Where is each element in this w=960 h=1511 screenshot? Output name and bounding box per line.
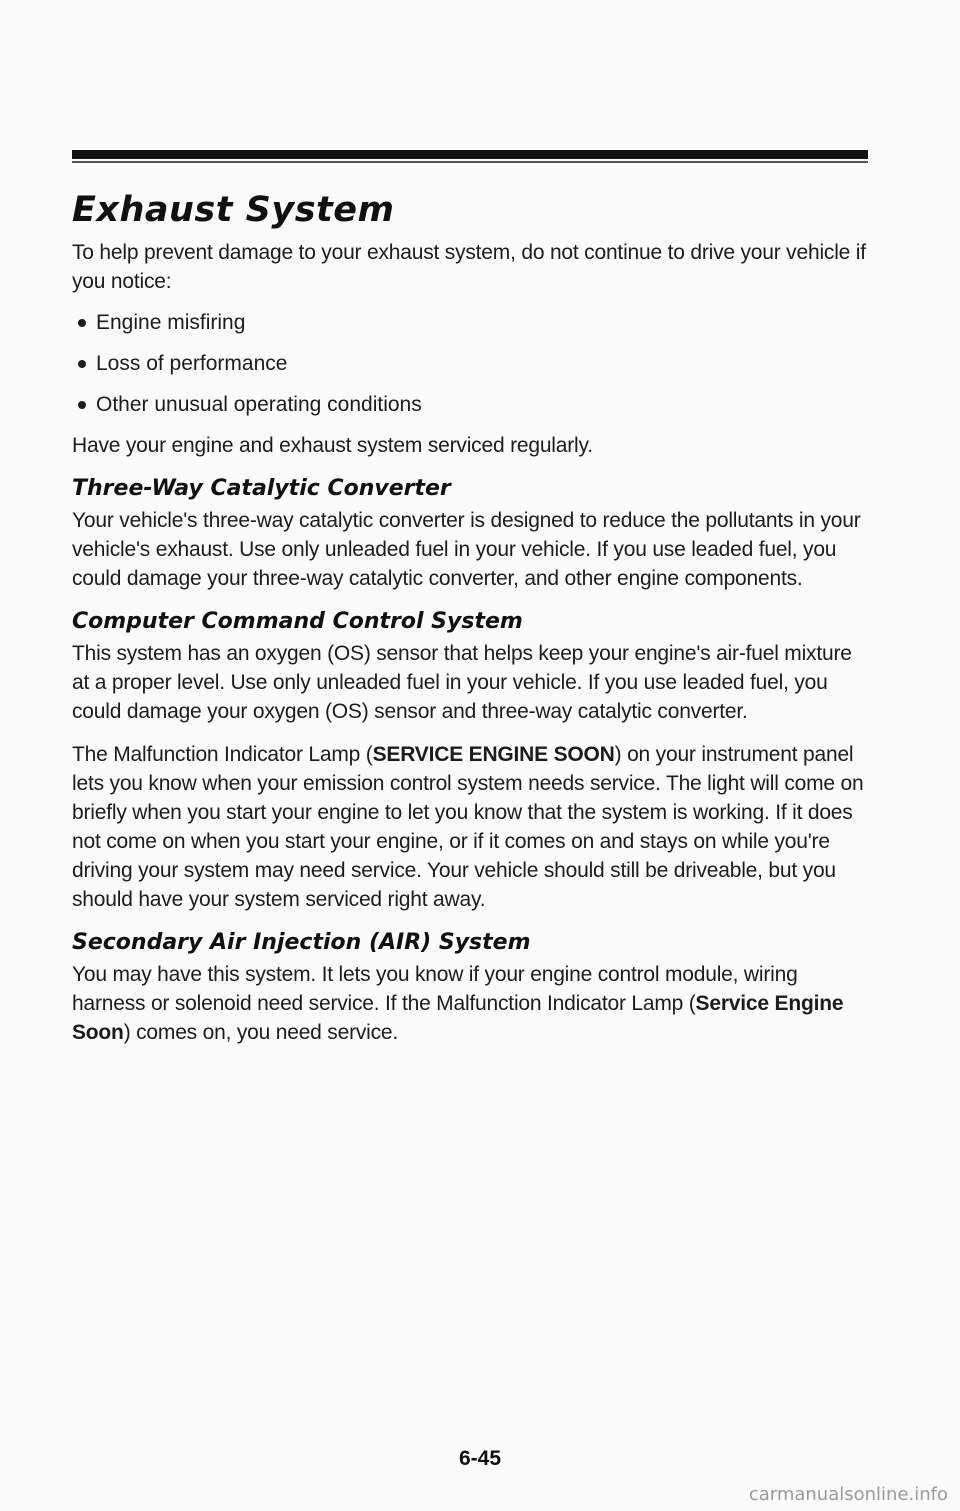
top-rule: [72, 150, 868, 159]
service-note: Have your engine and exhaust system serviced regularly.: [72, 434, 593, 457]
page-title: Exhaust System: [72, 190, 395, 230]
section-paragraph-computer-command: This system has an oxygen (OS) sensor that helps keep your engine's air-fuel mixture at a proper level. Use only unleaded fuel in your vehicle. If you use leaded fuel, you could damage your oxygen (OS) sensor and three-way catalytic converter.: [72, 642, 852, 723]
service-engine-soon-label: Service Engine Soon: [72, 992, 844, 1044]
list-item: Engine misfiring: [72, 302, 868, 343]
page-content: [72, 188, 868, 1047]
section-heading-air-injection: Secondary Air Injection (AIR) System: [72, 930, 531, 955]
section-paragraph-air-injection: You may have this system. It lets you know if your engine control module, wiring harness or solenoid need service. If the Malfunction Indicator Lamp (Service Engine Soon) comes on, you need service.: [72, 963, 844, 1044]
list-item: Loss of performance: [72, 343, 868, 384]
bullet-icon: [78, 401, 86, 409]
list-item: Other unusual operating conditions: [72, 384, 868, 425]
symptom-list: [72, 302, 868, 425]
bullet-icon: [78, 360, 86, 368]
intro-paragraph: To help prevent damage to your exhaust system, do not continue to drive your vehicle if you notice:: [72, 241, 866, 293]
section-heading-catalytic: Three-Way Catalytic Converter: [72, 476, 451, 501]
watermark: carmanualsonline.info: [748, 1484, 948, 1505]
malfunction-lamp-paragraph: The Malfunction Indicator Lamp (SERVICE ENGINE SOON) on your instrument panel lets you know when your emission control system needs service. The light will come on briefly when you start your engine to let you know that the system is working. If it does not come on when you start your engine, or if it comes on and stays on while you're driving your system may need service. Your vehicle should still be driveable, but you should have your system serviced right away.: [72, 743, 864, 911]
page-number: 6-45: [458, 1447, 502, 1470]
service-engine-soon-label: SERVICE ENGINE SOON: [372, 743, 615, 766]
section-paragraph-catalytic: Your vehicle's three-way catalytic converter is designed to reduce the pollutants in your vehicle's exhaust. Use only unleaded fuel in your vehicle. If you use leaded fuel, you could damage your three-way catalytic converter, and other engine components.: [72, 509, 861, 590]
top-rule-thin: [72, 161, 868, 163]
bullet-icon: [78, 319, 86, 327]
section-heading-computer-command: Computer Command Control System: [72, 609, 523, 634]
